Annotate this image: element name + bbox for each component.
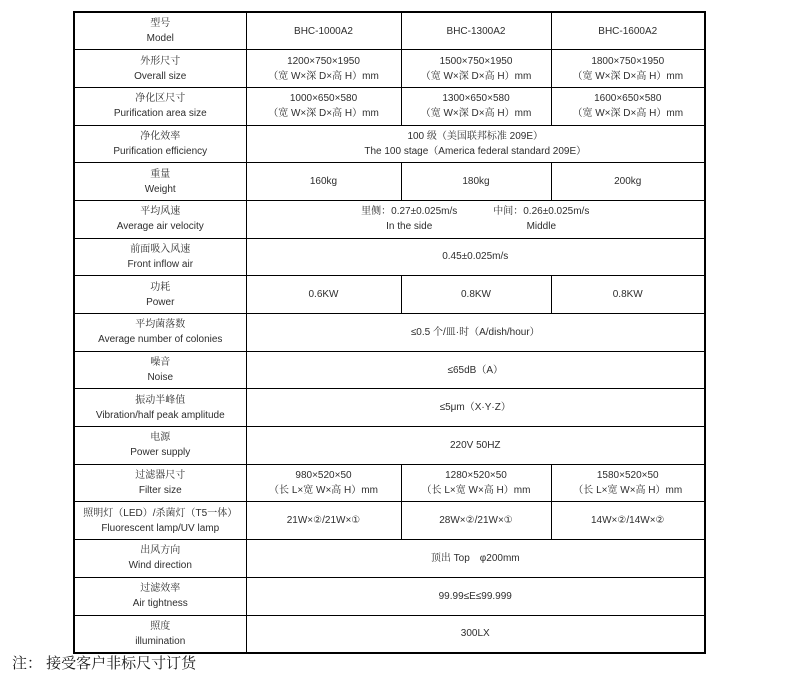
row-label-zh: 外形尺寸	[140, 55, 181, 67]
cell-value: 0.8KW	[551, 276, 705, 314]
row-illumination	[74, 615, 705, 653]
row-label-en: Filter size	[138, 485, 182, 497]
row-label-en: Weight	[144, 183, 176, 195]
row-label-cell	[74, 464, 246, 502]
row-label-cell	[74, 50, 246, 88]
row-average-number-of-colonies	[74, 314, 705, 352]
cell-value-merged: 100 级（美国联邦标准 209E） The 100 stage（America federal standard 209E）	[246, 125, 705, 163]
row-label-cell	[74, 125, 246, 163]
cell-value-merged	[246, 200, 705, 238]
cell-value: 14W×②/14W×②	[551, 502, 705, 540]
row-label-cell	[74, 200, 246, 238]
cell-value: 21W×②/21W×①	[246, 502, 401, 540]
cell-value: 0.6KW	[246, 276, 401, 314]
row-label-en: Air tightness	[132, 598, 188, 610]
row-label-en: Average number of colonies	[98, 334, 223, 346]
row-purification-efficiency	[74, 125, 705, 163]
air-velocity-middle: 中间：0.26±0.025m/s Middle	[493, 206, 590, 233]
row-label-cell	[74, 238, 246, 276]
cell-value: 1000×650×580 （宽 W×深 D×高 H）mm	[246, 87, 401, 125]
row-label-en: Purification area size	[113, 108, 207, 120]
row-label-en: Purification efficiency	[113, 145, 208, 157]
row-label-cell	[74, 540, 246, 578]
row-filter-size	[74, 464, 705, 502]
row-label-cell	[74, 502, 246, 540]
row-label-cell	[74, 427, 246, 465]
row-label-cell	[74, 12, 246, 50]
cell-value: 180kg	[401, 163, 551, 201]
cell-value-merged: 0.45±0.025m/s	[246, 238, 705, 276]
row-purification-area-size	[74, 87, 705, 125]
cell-value: 1600×650×580 （宽 W×深 D×高 H）mm	[551, 87, 705, 125]
cell-value-merged: 99.99≤E≤99.999	[246, 577, 705, 615]
cell-value: 1800×750×1950 （宽 W×深 D×高 H）mm	[551, 50, 705, 88]
row-label-cell	[74, 314, 246, 352]
row-label-cell	[74, 351, 246, 389]
row-label-cell	[74, 615, 246, 653]
row-label-zh: 净化效率	[140, 130, 181, 142]
row-label-zh: 电源	[150, 432, 171, 444]
row-label-zh: 净化区尺寸	[135, 93, 186, 105]
row-fluorescent-uv-lamp	[74, 502, 705, 540]
row-label-en: Wind direction	[128, 560, 192, 572]
row-power	[74, 276, 705, 314]
row-overall-size	[74, 50, 705, 88]
cell-value-merged: ≤0.5 个/皿·时（A/dish/hour）	[246, 314, 705, 352]
row-wind-direction	[74, 540, 705, 578]
row-power-supply	[74, 427, 705, 465]
row-label-en: illumination	[135, 635, 186, 647]
row-label-en: Vibration/half peak amplitude	[95, 409, 225, 421]
row-label-zh: 出风方向	[140, 545, 181, 557]
row-label-zh: 噪音	[150, 357, 171, 369]
row-label-en: Power	[146, 296, 175, 308]
row-label-en: Front inflow air	[127, 258, 194, 270]
row-label-cell	[74, 276, 246, 314]
row-label-en: Average air velocity	[116, 221, 204, 233]
row-front-inflow-air	[74, 238, 705, 276]
row-weight	[74, 163, 705, 201]
row-label-en: Fluorescent lamp/UV lamp	[101, 522, 220, 534]
row-average-air-velocity	[74, 200, 705, 238]
model-name: BHC-1600A2	[551, 12, 705, 50]
row-air-tightness	[74, 577, 705, 615]
row-label-cell	[74, 87, 246, 125]
row-label-zh: 过滤器尺寸	[135, 470, 186, 482]
model-name: BHC-1000A2	[246, 12, 401, 50]
row-noise	[74, 351, 705, 389]
cell-value: 1200×750×1950 （宽 W×深 D×高 H）mm	[246, 50, 401, 88]
cell-value: 0.8KW	[401, 276, 551, 314]
cell-value: 1300×650×580 （宽 W×深 D×高 H）mm	[401, 87, 551, 125]
row-label-cell	[74, 163, 246, 201]
row-label-zh: 照明灯（LED）/杀菌灯（T5一体）	[83, 507, 238, 519]
cell-value-merged: 220V 50HZ	[246, 427, 705, 465]
cell-value: 28W×②/21W×①	[401, 502, 551, 540]
row-label-zh: 过滤效率	[140, 583, 181, 595]
row-label-zh: 照度	[150, 620, 171, 632]
row-label-cell	[74, 577, 246, 615]
row-label-en: Model	[146, 33, 174, 45]
cell-value-merged: 300LX	[246, 615, 705, 653]
row-label-zh: 前面吸入风速	[130, 243, 191, 255]
row-label-zh: 重量	[150, 168, 171, 180]
row-vibration-half-peak-amplitude	[74, 389, 705, 427]
cell-value-merged: 顶出 Top φ200mm	[246, 540, 705, 578]
air-velocity-side: 里侧：0.27±0.025m/s In the side	[361, 206, 458, 233]
cell-value: 1280×520×50 （长 L×宽 W×高 H）mm	[401, 464, 551, 502]
row-label-zh: 平均风速	[140, 206, 181, 218]
model-name: BHC-1300A2	[401, 12, 551, 50]
spec-table	[73, 11, 706, 654]
row-label-zh: 振动半峰值	[135, 394, 186, 406]
cell-value: 1580×520×50 （长 L×宽 W×高 H）mm	[551, 464, 705, 502]
row-label-zh: 型号	[150, 18, 171, 30]
row-label-en: Overall size	[134, 70, 187, 82]
cell-value: 200kg	[551, 163, 705, 201]
row-label-zh: 平均菌落数	[135, 319, 186, 331]
row-label-en: Noise	[147, 372, 174, 384]
cell-value: 160kg	[246, 163, 401, 201]
cell-value-merged: ≤65dB（A）	[246, 351, 705, 389]
cell-value: 1500×750×1950 （宽 W×深 D×高 H）mm	[401, 50, 551, 88]
row-label-zh: 功耗	[150, 281, 171, 293]
cell-value-merged: ≤5μm（X·Y·Z）	[246, 389, 705, 427]
model-header-row	[74, 12, 705, 50]
footer-note: 注： 接受客户非标尺寸订货	[12, 655, 197, 672]
row-label-cell	[74, 389, 246, 427]
row-label-en: Power supply	[130, 447, 191, 459]
cell-value: 980×520×50 （长 L×宽 W×高 H）mm	[246, 464, 401, 502]
